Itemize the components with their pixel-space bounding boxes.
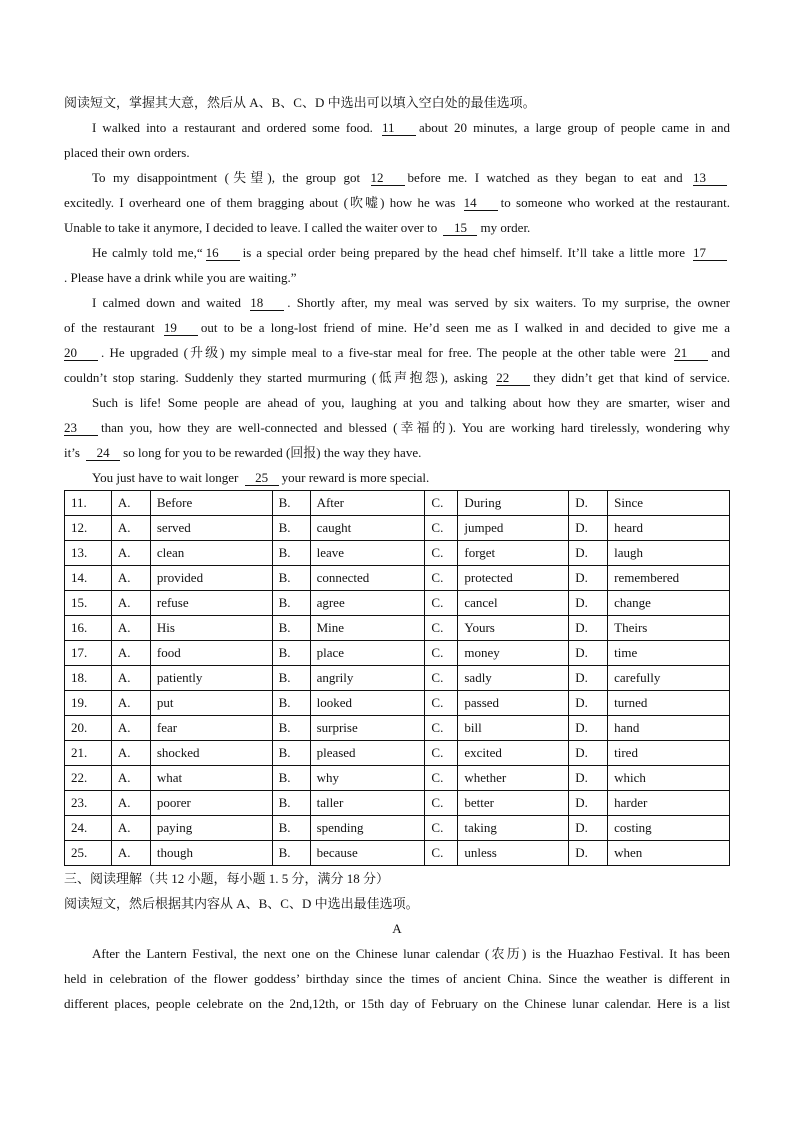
- option-letter: D.: [569, 641, 608, 666]
- option-text: Theirs: [608, 616, 730, 641]
- cloze-passage: [64, 115, 730, 490]
- option-text: provided: [150, 566, 272, 591]
- option-letter: C.: [425, 666, 458, 691]
- option-letter: A.: [111, 666, 150, 691]
- option-text: costing: [608, 816, 730, 841]
- option-text: connected: [310, 566, 425, 591]
- option-row: [65, 541, 730, 566]
- option-letter: D.: [569, 491, 608, 516]
- cloze-line: [64, 140, 730, 165]
- cloze-text: To my disappointment (失望), the group got: [92, 170, 368, 185]
- option-text: what: [150, 766, 272, 791]
- option-text: hand: [608, 716, 730, 741]
- cloze-text: I calmed down and waited: [92, 295, 248, 310]
- option-row: [65, 816, 730, 841]
- option-letter: D.: [569, 741, 608, 766]
- question-number: 11.: [65, 491, 112, 516]
- option-letter: C.: [425, 566, 458, 591]
- option-text: spending: [310, 816, 425, 841]
- option-letter: A.: [111, 766, 150, 791]
- cloze-blank: 14: [464, 196, 498, 211]
- cloze-line: [64, 365, 730, 390]
- option-text: patiently: [150, 666, 272, 691]
- option-letter: B.: [272, 491, 310, 516]
- option-text: money: [458, 641, 569, 666]
- option-letter: A.: [111, 741, 150, 766]
- option-text: put: [150, 691, 272, 716]
- cloze-blank: 19: [164, 321, 198, 336]
- question-number: 12.: [65, 516, 112, 541]
- option-text: surprise: [310, 716, 425, 741]
- question-number: 22.: [65, 766, 112, 791]
- option-text: jumped: [458, 516, 569, 541]
- option-row: [65, 716, 730, 741]
- option-row: [65, 841, 730, 866]
- option-letter: D.: [569, 691, 608, 716]
- cloze-text: I walked into a restaurant and ordered some food.: [92, 120, 380, 135]
- option-text: fear: [150, 716, 272, 741]
- cloze-text: You just have to wait longer: [92, 470, 242, 485]
- option-text: remembered: [608, 566, 730, 591]
- cloze-text: couldn’t stop staring. Suddenly they started murmuring (低声抱怨), asking: [64, 370, 494, 385]
- option-letter: B.: [272, 766, 310, 791]
- option-letter: D.: [569, 791, 608, 816]
- option-row: [65, 591, 730, 616]
- reading-passage: [64, 941, 730, 1016]
- cloze-line: [64, 390, 730, 415]
- option-letter: B.: [272, 716, 310, 741]
- cloze-text: and: [711, 345, 730, 360]
- option-text: Yours: [458, 616, 569, 641]
- option-text: why: [310, 766, 425, 791]
- option-text: Since: [608, 491, 730, 516]
- cloze-line: [64, 115, 730, 140]
- cloze-text: Such is life! Some people are ahead of you, laughing at you and talking about how they are smarter, wiser and: [92, 395, 730, 410]
- question-number: 23.: [65, 791, 112, 816]
- option-text: harder: [608, 791, 730, 816]
- option-text: caught: [310, 516, 425, 541]
- option-letter: A.: [111, 541, 150, 566]
- cloze-line: [64, 265, 730, 290]
- cloze-line: [64, 415, 730, 440]
- option-row: [65, 691, 730, 716]
- option-text: protected: [458, 566, 569, 591]
- option-row: [65, 566, 730, 591]
- option-letter: B.: [272, 791, 310, 816]
- option-letter: A.: [111, 491, 150, 516]
- option-letter: B.: [272, 816, 310, 841]
- option-text: passed: [458, 691, 569, 716]
- option-letter: C.: [425, 641, 458, 666]
- option-text: whether: [458, 766, 569, 791]
- option-letter: A.: [111, 616, 150, 641]
- option-text: food: [150, 641, 272, 666]
- option-letter: B.: [272, 541, 310, 566]
- option-text: sadly: [458, 666, 569, 691]
- cloze-text: to someone who worked at the restaurant.: [500, 195, 730, 210]
- option-text: because: [310, 841, 425, 866]
- option-letter: B.: [272, 691, 310, 716]
- option-text: though: [150, 841, 272, 866]
- passage-line: different places, people celebrate on the 2nd,12th, or 15th day of February on the Chinese lunar calendar. Here is a list: [64, 996, 730, 1011]
- option-letter: C.: [425, 491, 458, 516]
- option-letter: B.: [272, 741, 310, 766]
- question-number: 25.: [65, 841, 112, 866]
- cloze-blank: 23: [64, 421, 98, 436]
- option-letter: B.: [272, 841, 310, 866]
- cloze-text: than you, how they are well-connected and blessed (幸福的). You are working hard tirelessly, wondering why: [101, 420, 730, 435]
- cloze-line: [64, 215, 730, 240]
- cloze-blank: 12: [371, 171, 405, 186]
- option-row: [65, 641, 730, 666]
- option-letter: D.: [569, 766, 608, 791]
- cloze-blank: 25: [245, 471, 279, 486]
- cloze-text: they didn’t get that kind of service.: [533, 370, 730, 385]
- option-text: bill: [458, 716, 569, 741]
- option-letter: A.: [111, 716, 150, 741]
- option-text: when: [608, 841, 730, 866]
- option-text: which: [608, 766, 730, 791]
- option-text: angrily: [310, 666, 425, 691]
- option-letter: C.: [425, 716, 458, 741]
- reading-section-title: 三、阅读理解（共 12 小题，每小题 1. 5 分，满分 18 分）: [64, 871, 390, 886]
- cloze-text: . Shortly after, my meal was served by six waiters. To my surprise, the owner: [287, 295, 730, 310]
- cloze-text: is a special order being prepared by the head chef himself. It’ll take a little more: [242, 245, 690, 260]
- option-row: [65, 666, 730, 691]
- cloze-line: [64, 290, 730, 315]
- option-letter: D.: [569, 716, 608, 741]
- option-row: [65, 491, 730, 516]
- cloze-blank: 16: [206, 246, 240, 261]
- option-text: agree: [310, 591, 425, 616]
- option-letter: C.: [425, 816, 458, 841]
- option-text: poorer: [150, 791, 272, 816]
- cloze-blank: 17: [693, 246, 727, 261]
- cloze-text: of the restaurant: [64, 320, 161, 335]
- cloze-line: [64, 240, 730, 265]
- option-text: taller: [310, 791, 425, 816]
- passage-label: A: [392, 921, 402, 936]
- option-letter: D.: [569, 566, 608, 591]
- option-letter: D.: [569, 841, 608, 866]
- option-row: [65, 791, 730, 816]
- option-text: refuse: [150, 591, 272, 616]
- option-text: shocked: [150, 741, 272, 766]
- question-number: 20.: [65, 716, 112, 741]
- option-text: His: [150, 616, 272, 641]
- cloze-blank: 18: [250, 296, 284, 311]
- option-text: time: [608, 641, 730, 666]
- option-text: carefully: [608, 666, 730, 691]
- option-letter: C.: [425, 791, 458, 816]
- question-number: 13.: [65, 541, 112, 566]
- option-row: [65, 741, 730, 766]
- option-letter: A.: [111, 516, 150, 541]
- option-row: [65, 766, 730, 791]
- cloze-blank: 22: [496, 371, 530, 386]
- option-text: pleased: [310, 741, 425, 766]
- option-letter: B.: [272, 641, 310, 666]
- option-text: During: [458, 491, 569, 516]
- option-letter: B.: [272, 566, 310, 591]
- question-number: 19.: [65, 691, 112, 716]
- option-row: [65, 616, 730, 641]
- option-text: clean: [150, 541, 272, 566]
- cloze-text: my order.: [480, 220, 531, 235]
- option-text: cancel: [458, 591, 569, 616]
- option-letter: A.: [111, 566, 150, 591]
- option-letter: A.: [111, 841, 150, 866]
- option-letter: C.: [425, 541, 458, 566]
- option-letter: B.: [272, 616, 310, 641]
- cloze-text: Unable to take it anymore, I decided to leave. I called the waiter over to: [64, 220, 441, 235]
- option-letter: C.: [425, 591, 458, 616]
- option-text: Before: [150, 491, 272, 516]
- question-number: 14.: [65, 566, 112, 591]
- question-number: 15.: [65, 591, 112, 616]
- cloze-text: He calmly told me,“: [92, 245, 203, 260]
- cloze-line: [64, 190, 730, 215]
- option-text: heard: [608, 516, 730, 541]
- question-number: 18.: [65, 666, 112, 691]
- passage-line: held in celebration of the flower goddess’ birthday since the times of ancient China. Since the weather is different in: [64, 971, 730, 986]
- option-letter: A.: [111, 591, 150, 616]
- question-number: 21.: [65, 741, 112, 766]
- option-letter: D.: [569, 666, 608, 691]
- option-letter: C.: [425, 841, 458, 866]
- option-text: looked: [310, 691, 425, 716]
- cloze-blank: 24: [86, 446, 120, 461]
- option-letter: B.: [272, 591, 310, 616]
- option-letter: D.: [569, 516, 608, 541]
- cloze-line: [64, 340, 730, 365]
- option-text: change: [608, 591, 730, 616]
- cloze-line: [64, 165, 730, 190]
- option-letter: C.: [425, 616, 458, 641]
- cloze-text: placed their own orders.: [64, 145, 190, 160]
- option-letter: A.: [111, 641, 150, 666]
- cloze-blank: 15: [443, 221, 477, 236]
- option-text: laugh: [608, 541, 730, 566]
- cloze-text: your reward is more special.: [281, 470, 430, 485]
- reading-instruction: 阅读短文，然后根据其内容从 A、B、C、D 中选出最佳选项。: [64, 896, 419, 911]
- cloze-line: [64, 315, 730, 340]
- option-text: place: [310, 641, 425, 666]
- option-text: excited: [458, 741, 569, 766]
- cloze-text: out to be a long-lost friend of mine. He’d seen me as I walked in and decided to give me a: [200, 320, 730, 335]
- cloze-text: about 20 minutes, a large group of people came in and: [419, 120, 730, 135]
- option-letter: D.: [569, 541, 608, 566]
- passage-line: After the Lantern Festival, the next one on the Chinese lunar calendar (农历) is the Huazhao Festival. It has been: [92, 946, 730, 961]
- option-row: [65, 516, 730, 541]
- cloze-line: [64, 440, 730, 465]
- option-letter: C.: [425, 516, 458, 541]
- question-number: 16.: [65, 616, 112, 641]
- option-text: paying: [150, 816, 272, 841]
- question-number: 17.: [65, 641, 112, 666]
- cloze-instruction: 阅读短文，掌握其大意，然后从 A、B、C、D 中选出可以填入空白处的最佳选项。: [64, 95, 536, 110]
- cloze-text: . Please have a drink while you are waiting.”: [64, 270, 297, 285]
- cloze-line: [64, 465, 730, 490]
- cloze-text: . He upgraded (升级) my simple meal to a five-star meal for free. The people at the other table were: [101, 345, 672, 360]
- option-letter: C.: [425, 766, 458, 791]
- option-text: served: [150, 516, 272, 541]
- cloze-text: it’s: [64, 445, 84, 460]
- cloze-blank: 20: [64, 346, 98, 361]
- option-letter: D.: [569, 591, 608, 616]
- option-text: better: [458, 791, 569, 816]
- option-text: leave: [310, 541, 425, 566]
- cloze-blank: 13: [693, 171, 727, 186]
- option-text: Mine: [310, 616, 425, 641]
- option-letter: A.: [111, 791, 150, 816]
- option-letter: C.: [425, 691, 458, 716]
- option-text: unless: [458, 841, 569, 866]
- exam-page: [64, 90, 730, 1016]
- option-text: taking: [458, 816, 569, 841]
- option-text: After: [310, 491, 425, 516]
- cloze-blank: 11: [382, 121, 416, 136]
- cloze-text: so long for you to be rewarded (回报) the way they have.: [123, 445, 422, 460]
- option-letter: A.: [111, 691, 150, 716]
- cloze-text: before me. I watched as they began to eat and: [407, 170, 690, 185]
- option-letter: A.: [111, 816, 150, 841]
- option-text: forget: [458, 541, 569, 566]
- option-letter: B.: [272, 516, 310, 541]
- cloze-blank: 21: [674, 346, 708, 361]
- options-table: [64, 490, 730, 866]
- option-text: turned: [608, 691, 730, 716]
- question-number: 24.: [65, 816, 112, 841]
- cloze-text: excitedly. I overheard one of them bragging about (吹嘘) how he was: [64, 195, 461, 210]
- option-letter: B.: [272, 666, 310, 691]
- option-letter: D.: [569, 816, 608, 841]
- option-letter: D.: [569, 616, 608, 641]
- option-letter: C.: [425, 741, 458, 766]
- option-text: tired: [608, 741, 730, 766]
